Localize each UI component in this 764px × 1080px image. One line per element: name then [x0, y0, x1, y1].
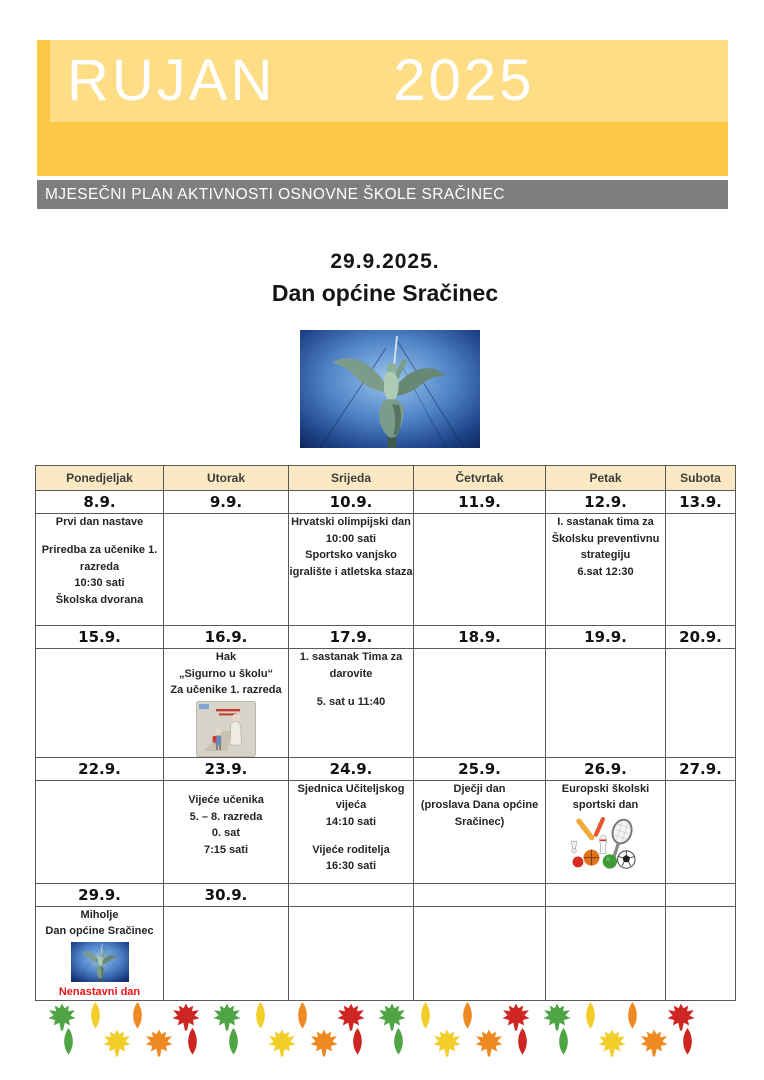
autumn-leaves-decoration [45, 1002, 705, 1064]
date-cell: 30.9. [164, 883, 289, 906]
date-cell: 27.9. [666, 757, 736, 780]
calendar [35, 465, 735, 1001]
drop-leaf-icon [391, 1028, 406, 1056]
date-cell [666, 883, 736, 906]
header-accent-strip [37, 40, 50, 122]
leaf-group [251, 1002, 292, 1064]
drop-leaf-icon [418, 1002, 433, 1030]
subtitle-bar [37, 180, 728, 209]
leaf-group [334, 1002, 375, 1064]
date-cell: 29.9. [36, 883, 164, 906]
cell-line: Za učenike 1. razreda [170, 684, 282, 696]
cell-line: 6.sat 12:30 [577, 565, 634, 578]
cell-line [289, 682, 413, 694]
header-gold-band [37, 122, 728, 176]
day-header-ponedjeljak: Ponedjeljak [36, 466, 164, 491]
sports-clipart-image [564, 816, 648, 876]
hak-booklet-image [196, 701, 256, 757]
drop-leaf-icon [625, 1002, 640, 1030]
cell-line [164, 781, 288, 793]
cell-line: „Sigurno u školu“ [178, 667, 274, 680]
calendar-cell [666, 649, 736, 758]
cell-line: Dan općine Sračinec [45, 925, 154, 937]
cell-line: 5. sat u 11:40 [316, 695, 386, 708]
date-cell: 13.9. [666, 491, 736, 514]
cell-line: 7:15 sati [203, 843, 249, 856]
calendar-cell [164, 780, 289, 883]
calendar-cell [36, 906, 164, 1001]
drop-leaf-icon [350, 1028, 365, 1056]
calendar-cell [164, 906, 289, 1001]
calendar-cell [36, 780, 164, 883]
cell-line: Hrvatski olimpijski dan [291, 516, 411, 528]
cell-line: Europski školski sportski dan [561, 782, 650, 811]
leaf-group [664, 1002, 705, 1064]
calendar-cell [164, 514, 289, 626]
calendar-cell [36, 649, 164, 758]
leaf-group [499, 1002, 540, 1064]
calendar-cell [289, 514, 414, 626]
date-cell: 9.9. [164, 491, 289, 514]
header-band [37, 40, 728, 122]
drop-leaf-icon [130, 1002, 145, 1030]
cell-line: I. sastanak tima za Školsku preventivnu strategiju [551, 516, 660, 561]
day-header-subota: Subota [666, 466, 736, 491]
drop-leaf-icon [460, 1002, 475, 1030]
date-cell: 20.9. [666, 626, 736, 649]
drop-leaf-icon [185, 1028, 200, 1056]
cell-line: Vijeće učenika [188, 794, 264, 807]
calendar-cell [289, 906, 414, 1001]
leaf-group [581, 1002, 622, 1064]
leaf-group [458, 1002, 499, 1064]
month-title: RUJAN [67, 48, 276, 113]
date-cell: 11.9. [414, 491, 546, 514]
date-cell: 23.9. [164, 757, 289, 780]
year-title: 2025 [393, 48, 535, 113]
calendar-cell [289, 649, 414, 758]
date-cell: 24.9. [289, 757, 414, 780]
drop-leaf-icon [556, 1028, 571, 1056]
date-cell [289, 883, 414, 906]
calendar-cell [666, 514, 736, 626]
drop-leaf-icon [295, 1002, 310, 1030]
date-cell: 16.9. [164, 626, 289, 649]
leaf-group [86, 1002, 127, 1064]
angel-statue-photo [300, 330, 480, 448]
leaf-group [540, 1002, 581, 1064]
cell-line: Školska dvorana [55, 593, 144, 606]
date-cell: 17.9. [289, 626, 414, 649]
cell-line: 5. – 8. razreda [189, 810, 263, 823]
leaf-group [375, 1002, 416, 1064]
leaf-group [210, 1002, 251, 1064]
cell-line: Prvi dan nastave [55, 516, 144, 528]
cell-line: (proslava Dana općine Sračinec) [420, 799, 539, 828]
date-cell: 12.9. [546, 491, 666, 514]
calendar-cell [666, 906, 736, 1001]
calendar-cell [414, 906, 546, 1001]
date-cell: 22.9. [36, 757, 164, 780]
cell-line: Sportsko vanjsko igralište i atletska staza [289, 549, 413, 578]
cell-line: 14:10 sati [325, 815, 377, 828]
cell-line: 0. sat [211, 827, 241, 840]
cell-line: Sjednica Učiteljskog vijeća [297, 782, 405, 811]
drop-leaf-icon [226, 1028, 241, 1056]
day-header-četvrtak: Četvrtak [414, 466, 546, 491]
cell-line: 10:00 sati [325, 532, 377, 545]
calendar-cell [546, 649, 666, 758]
date-cell [414, 883, 546, 906]
calendar-cell [546, 514, 666, 626]
date-cell: 25.9. [414, 757, 546, 780]
angel-small-image [71, 942, 129, 982]
date-cell: 8.9. [36, 491, 164, 514]
date-cell: 10.9. [289, 491, 414, 514]
highlight-date: 29.9.2025. [330, 250, 440, 273]
cell-line: Vijeće roditelja [312, 843, 390, 856]
leaf-group [45, 1002, 86, 1064]
date-cell [546, 883, 666, 906]
calendar-cell [36, 514, 164, 626]
calendar-cell [289, 780, 414, 883]
calendar-cell [164, 649, 289, 758]
highlight-block [35, 250, 735, 307]
cell-line: Priredba za učenike 1. razreda [41, 544, 158, 573]
calendar-cell [546, 906, 666, 1001]
calendar-cell [666, 780, 736, 883]
cell-line: Dječji dan [453, 782, 506, 795]
non-teaching-day-note: Nenastavni dan [58, 985, 141, 998]
drop-leaf-icon [680, 1028, 695, 1056]
drop-leaf-icon [515, 1028, 530, 1056]
drop-leaf-icon [88, 1002, 103, 1030]
leaf-group [416, 1002, 457, 1064]
leaf-group [128, 1002, 169, 1064]
date-cell: 19.9. [546, 626, 666, 649]
calendar-cell [414, 649, 546, 758]
calendar-cell [414, 514, 546, 626]
date-cell: 18.9. [414, 626, 546, 649]
subtitle-text: MJESEČNI PLAN AKTIVNOSTI OSNOVNE ŠKOLE SRAČINEC [45, 185, 505, 203]
calendar-cell [414, 780, 546, 883]
drop-leaf-icon [583, 1002, 598, 1030]
day-header-srijeda: Srijeda [289, 466, 414, 491]
leaf-group [169, 1002, 210, 1064]
drop-leaf-icon [253, 1002, 268, 1030]
day-header-utorak: Utorak [164, 466, 289, 491]
cell-line: 16:30 sati [325, 860, 377, 873]
cell-line: Miholje [80, 908, 119, 921]
drop-leaf-icon [61, 1028, 76, 1056]
day-header-petak: Petak [546, 466, 666, 491]
calendar-cell [546, 780, 666, 883]
highlight-title: Dan općine Sračinec [271, 280, 499, 306]
calendar-table [35, 465, 736, 1001]
date-cell: 15.9. [36, 626, 164, 649]
cell-line: 1. sastanak Tima za darovite [299, 651, 403, 680]
leaf-group [623, 1002, 664, 1064]
cell-line: 10:30 sati [74, 577, 125, 590]
cell-line [289, 830, 413, 842]
cell-line [36, 531, 163, 543]
cell-line: Hak [215, 651, 237, 663]
date-cell: 26.9. [546, 757, 666, 780]
leaf-group [293, 1002, 334, 1064]
